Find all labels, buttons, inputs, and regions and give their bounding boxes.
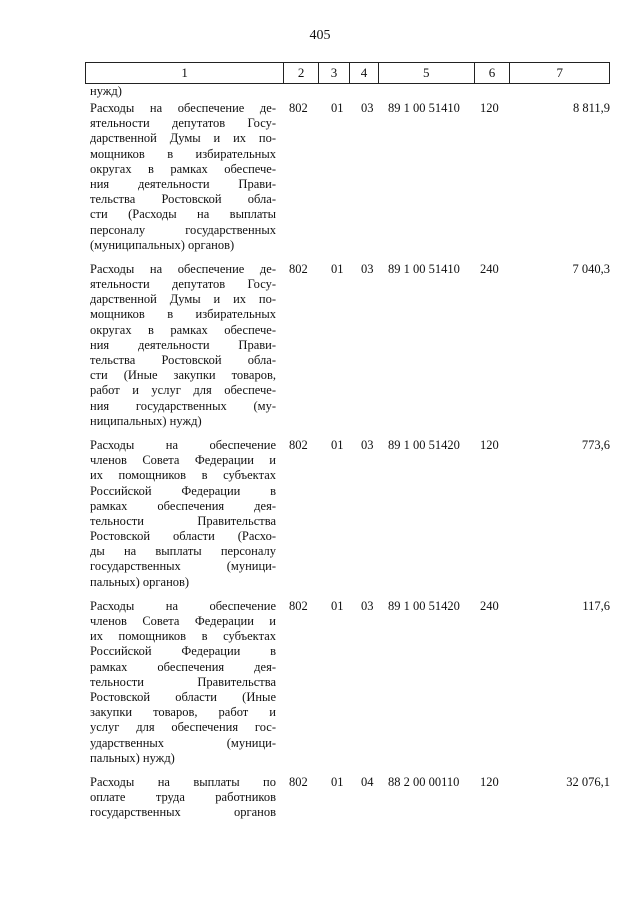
subsection-code: 03 [361, 261, 374, 276]
description-line: Расходы на обеспечение [90, 598, 276, 613]
description-line: ния государственных (му- [90, 398, 276, 413]
description-line: ния деятельности Прави- [90, 337, 276, 352]
table-row [90, 775, 610, 821]
section-code: 01 [331, 437, 344, 452]
table-row [90, 101, 610, 253]
target-article-code: 89 1 00 51420 [388, 598, 460, 613]
amount-value: 117,6 [582, 598, 610, 613]
description-line: пальных) органов) [90, 574, 190, 589]
description-line: тельства Ростовской обла- [90, 353, 276, 367]
amount-value: 32 076,1 [566, 774, 610, 789]
description-line: Расходы на обеспечение [90, 437, 276, 452]
description-line: членов Совета Федерации и [90, 453, 276, 468]
header-col-3: 3 [319, 63, 350, 83]
expense-type-code: 120 [480, 774, 499, 789]
amount-value: 773,6 [581, 437, 610, 452]
description-line: пальных) нужд) [90, 750, 175, 765]
description-line: Расходы на обеспечение де- [90, 261, 276, 276]
description-line: Российской Федерации в [90, 483, 276, 498]
description-line: Ростовской области (Иные [90, 689, 276, 704]
description-line: Ростовской области (Расхо- [90, 529, 276, 544]
subsection-code: 03 [361, 437, 374, 452]
target-article-code: 89 1 00 51410 [388, 261, 460, 276]
description-line: дарственной Думы и их по- [90, 131, 276, 146]
description-line: оплате труда работников [90, 790, 276, 805]
description-line: (муниципальных) органов) [90, 237, 235, 252]
description-line: округах в рамках обеспече- [90, 322, 276, 337]
expense-type-code: 240 [480, 261, 499, 276]
table-body [90, 84, 610, 829]
description-line: тельства Ростовской обла- [90, 192, 276, 207]
description-line: Расходы на обеспечение де- [90, 101, 276, 115]
header-col-5: 5 [379, 63, 475, 83]
expense-type-code: 240 [480, 598, 499, 613]
expense-type-code: 120 [480, 101, 499, 115]
description-line: государственных органов [90, 805, 276, 820]
header-col-2: 2 [284, 63, 319, 83]
admin-code: 802 [289, 437, 308, 452]
description-line: государственных (муници- [90, 559, 276, 574]
row-description [90, 438, 276, 590]
row-description [90, 101, 276, 253]
target-article-code: 89 1 00 51420 [388, 437, 460, 452]
amount-value: 7 040,3 [572, 261, 610, 276]
admin-code: 802 [289, 598, 308, 613]
description-line: сти (Расходы на выплаты [90, 207, 276, 222]
description-line: тельности Правительства [90, 513, 276, 528]
description-line: мощников в избирательных [90, 146, 276, 161]
description-line: ния деятельности Прави- [90, 176, 276, 191]
description-line: закупки товаров, работ и [90, 705, 276, 720]
section-code: 01 [331, 598, 344, 613]
carry-over-text: нужд) [90, 84, 122, 98]
row-description [90, 262, 276, 429]
description-line: персоналу государственных [90, 222, 276, 237]
description-line: рамках обеспечения дея- [90, 659, 276, 674]
row-description [90, 775, 276, 821]
table-row [90, 262, 610, 429]
header-col-1: 1 [86, 63, 284, 83]
description-line: работ и услуг для обеспече- [90, 383, 276, 398]
row-description [90, 599, 276, 766]
table-rows [90, 101, 610, 820]
description-line: ятельности депутатов Госу- [90, 277, 276, 292]
admin-code: 802 [289, 101, 308, 115]
description-line: ятельности депутатов Госу- [90, 116, 276, 131]
section-code: 01 [331, 261, 344, 276]
description-line: их помощников в субъектах [90, 468, 276, 483]
header-col-7: 7 [556, 65, 563, 80]
description-line: ударственных (муници- [90, 735, 276, 750]
description-line: рамках обеспечения дея- [90, 498, 276, 513]
description-line: мощников в избирательных [90, 307, 276, 322]
description-line: членов Совета Федерации и [90, 614, 276, 628]
page-number: 405 [309, 28, 331, 43]
subsection-code: 03 [361, 101, 374, 115]
admin-code: 802 [289, 774, 308, 789]
description-line: их помощников в субъектах [90, 629, 276, 644]
description-line: дарственной Думы и их по- [90, 292, 276, 307]
description-line: ниципальных) нужд) [90, 413, 202, 428]
table-row [90, 599, 610, 766]
description-line: услуг для обеспечения гос- [90, 720, 276, 735]
admin-code: 802 [289, 261, 308, 276]
description-line: ды на выплаты персоналу [90, 544, 276, 559]
description-line: тельности Правительства [90, 674, 276, 689]
amount-value: 8 811,9 [572, 101, 610, 115]
subsection-code: 04 [361, 774, 374, 789]
table-row [90, 438, 610, 590]
header-col-4: 4 [350, 63, 379, 83]
target-article-code: 88 2 00 00110 [388, 774, 460, 789]
description-line: Российской Федерации в [90, 644, 276, 659]
description-line: Расходы на выплаты по [90, 774, 276, 789]
expense-type-code: 120 [480, 437, 499, 452]
section-code: 01 [331, 774, 344, 789]
table-header [85, 62, 610, 84]
target-article-code: 89 1 00 51410 [388, 101, 460, 115]
header-col-6: 6 [475, 63, 511, 83]
description-line: округах в рамках обеспече- [90, 161, 276, 176]
description-line: сти (Иные закупки товаров, [90, 368, 276, 383]
subsection-code: 03 [361, 598, 374, 613]
section-code: 01 [331, 101, 344, 115]
